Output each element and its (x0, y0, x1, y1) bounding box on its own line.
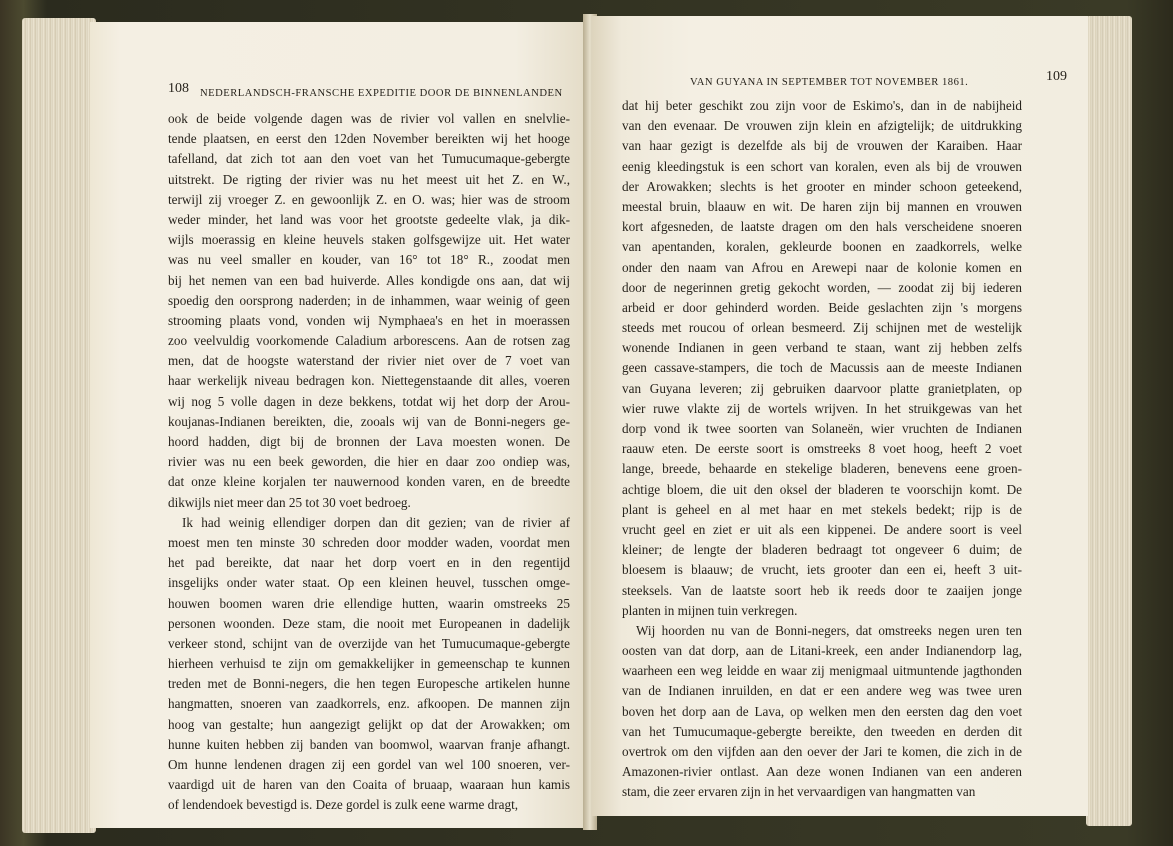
text-line: men, dat de hoogste waterstand der rivier niet over de 7 voet van (168, 353, 570, 369)
text-line: zoo veelvuldig voorkomende Caladium arborescens. Aan de rotsen zag (168, 333, 570, 349)
text-line: arbeid er door gehinderd worden. Beide geslachten zijn 's morgens (622, 299, 1022, 315)
text-line: dorp vond ik twee soorten van Solaneën, wier vruchten de Indianen (622, 421, 1022, 436)
text-line: kort afgesneden, de laatste dragen om den hals verscheidene snoeren (622, 219, 1022, 235)
text-line: Om hunne lendenen dragen zij een gordel van wel 100 snoeren, ver- (168, 757, 570, 772)
text-line: raauw eten. De eerste soort is omstreeks 8 voet hoog, heeft 2 voet (622, 441, 1022, 457)
text-line: vrucht geel en ziet er uit als een kippenei. De andere soort is veel (622, 521, 1022, 537)
text-line: hunne kuiten hebben zij banden van boomwol, waarvan franje afhangt. (168, 736, 570, 752)
text-line: hierheen verhuisd te zijn om gemakkelijker in gemeenschap te kunnen (168, 656, 570, 672)
text-line: kleiner; de lengte der bladeren bedraagt tot ongeveer 6 duim; de (622, 542, 1022, 558)
text-line: insgelijks onder water staat. Op een kleinen heuvel, tusschen omge- (168, 575, 570, 591)
text-line: het pad bereikte, dat naar het dorp voert en in den regentijd (168, 555, 570, 571)
text-line: tafelland, dat zich tot aan den voet van het Tumucumaque-gebergte (168, 151, 570, 167)
text-column (168, 109, 570, 816)
right-page (592, 16, 1088, 816)
text-line: steeds met roucou of orlean besmeerd. Zij schijnen met de westelijk (622, 320, 1022, 336)
text-line: der Arowakken; slechts is het grooter en minder schoon geteekend, (622, 178, 1022, 194)
running-head: NEDERLANDSCH-FRANSCHE EXPEDITIE DOOR DE BINNENLANDEN (200, 88, 563, 99)
left-page (90, 22, 590, 828)
text-line: achtige bloem, die uit den oksel der bladeren te voorschijn komt. De (622, 481, 1022, 497)
page-number: 109 (1046, 69, 1067, 84)
page-number: 108 (168, 81, 189, 96)
text-line: moest men ten minste 30 schreden door modder waden, voordat men (168, 534, 570, 550)
text-line: meestal bruin, blaauw en wit. De haren zijn bij mannen en vrouwen (622, 198, 1022, 214)
text-line: vaardigd uit de haren van den Coaita of bruaap, waaraan hun kamis (168, 777, 570, 793)
text-line: boven het dorp aan de Lava, op welken men den eersten dag den voet (622, 703, 1022, 719)
text-line: geen cassave-stampers, die toch de Macussis aan de meeste Indianen (622, 360, 1022, 376)
text-line: eenig kleedingstuk is een schort van koralen, even als bij de vrouwen (622, 158, 1022, 174)
text-line: wij nog 5 volle dagen in deze bekkens, totdat wij het dorp der Arou- (168, 393, 570, 409)
text-column (622, 96, 1022, 803)
text-line: door de negerinnen gretig gekocht worden, — zoodat zij bij iederen (622, 279, 1022, 295)
text-line: van Guyana leveren; zij gebruiken daarvoor platte granietplaten, op (622, 380, 1022, 396)
text-line: of lendendoek bevestigd is. Deze gordel is zulk eene warme dragt, (168, 797, 519, 813)
page-edges-right (1086, 16, 1132, 826)
text-line: koujanas-Indianen bereikten, die, zooals wij van de Bonni-negers ge- (168, 413, 570, 429)
text-line: weder minder, het land was voor het grootste gedeelte vlak, ja dik- (168, 211, 570, 227)
text-line: waarheen een weg leidde en waar zij menigmaal uitmuntende jagthonden (622, 663, 1022, 679)
text-line: uitstrekt. De rigting der rivier was nu het meest uit het Z. en W., (168, 171, 570, 187)
text-line: terwijl zij vroeger Z. en gewoonlijk Z. en O. was; hier was de stroom (168, 191, 570, 207)
text-line: hoog van gestalte; hun aangezigt gelijkt op dat der Arowakken; om (168, 716, 570, 732)
text-line: wonende Indianen in geen verband te staan, want zij hebben zelfs (622, 340, 1022, 356)
text-line: stam, die zeer ervaren zijn in het vervaardigen van hangmatten van (622, 784, 976, 800)
text-line: houwen boomen waren drie ellendige hutten, waarin omstreeks 25 (168, 595, 570, 611)
text-line: bloesem is blaauw; de vrucht, iets grooter dan een ei, heeft 3 uit- (622, 562, 1022, 578)
text-line: Wij hoorden nu van de Bonni-negers, dat omstreeks negen uren ten (636, 622, 1022, 638)
text-line: rivier was nu een beek geworden, die hier en daar zoo ondiep was, (168, 454, 570, 470)
text-line: strooming plaats vond, vonden wij Nymphaea's en het in moerassen (168, 312, 570, 328)
text-line: hangmatten, snoeren van zaadkorrels, enz. afkoopen. De mannen zijn (168, 696, 570, 712)
text-line: ook de beide volgende dagen was de rivier vol vallen en snelvlie- (168, 111, 570, 126)
text-line: planten in mijnen tuin verkregen. (622, 602, 798, 618)
text-line: van het Tumucumaque-gebergte bereikte, den tweeden en derden dit (622, 723, 1022, 739)
text-line: hoord hadden, digt bij de bronnen der Lava moesten wonen. De (168, 434, 570, 449)
text-line: haar werkelijk niveau bedragen kon. Niettegenstaande dit alles, voeren (168, 373, 570, 389)
page-edges-left (22, 18, 96, 833)
text-line: van de Indianen inruilden, en dat er een andere weg was twee uren (622, 683, 1022, 699)
text-line: treden met de Bonni-negers, die hen tegen Europesche artikelen hunne (168, 676, 570, 692)
text-line: lange, breede, behaarde en stekelige bladeren, benevens eene groen- (622, 461, 1022, 477)
text-line: overtrok om den vijfden aan den oever der Jari te komen, die zich in de (622, 744, 1022, 759)
text-line: Amazonen-rivier ontlast. Aan deze wonen Indianen van een anderen (622, 764, 1022, 780)
text-line: Ik had weinig ellendiger dorpen dan dit gezien; van de rivier af (182, 514, 570, 530)
text-line: dat hij beter geschikt zou zijn voor de Eskimo's, dan in de nabijheid (622, 98, 1022, 113)
text-line: wijls moerassig en kleine heuvels staken golfsgewijze uit. Het water (168, 232, 570, 248)
text-line: steeksels. Van de laatste soort heb ik reeds door te zaaijen jonge (622, 582, 1022, 598)
text-line: personen woonden. Deze stam, die nooit met Europeanen in dadelijk (168, 615, 570, 631)
text-line: van apentanden, koralen, gekleurde boonen en zaadkorrels, welke (622, 239, 1022, 255)
text-line: dat onze kleine korjalen ter nauwernood konden varen, en de breedte (168, 474, 570, 490)
text-line: plant is geheel en al met haar en met stekels bedekt; rijp is de (622, 501, 1022, 517)
text-line: dikwijls niet meer dan 25 tot 30 voet bedroeg. (168, 494, 411, 510)
text-line: bij het nemen van een bad huiverde. Alles kondigde ons aan, dat wij (168, 272, 570, 288)
text-line: van haar gezigt is dezelfde als bij de vrouwen der Karaiben. Haar (622, 138, 1022, 154)
text-line: van den evenaar. De vrouwen zijn klein en afzigtelijk; de uitdrukking (622, 118, 1022, 134)
text-line: onder den naam van Afrou en Arewepi naar de kolonie komen en (622, 259, 1022, 275)
running-head: VAN GUYANA IN SEPTEMBER TOT NOVEMBER 1861. (690, 77, 969, 88)
text-line: was nu veel smaller en kouder, van 16° tot 18° R., zoodat men (168, 252, 570, 268)
text-line: verkeer stond, schijnt van de overzijde van het Tumucumaque-gebergte (168, 635, 570, 651)
text-line: tende plaatsen, en eerst den 12den November bereikten wij het hooge (168, 131, 570, 147)
text-line: oosten van dat dorp, aan de Litani-kreek, een ander Indianendorp lag, (622, 643, 1022, 659)
text-line: spoedig den oorsprong naderden; in de inhammen, waar weinig of geen (168, 292, 570, 308)
text-line: wier ruwe vlakte zij de wortels wrijven. In het struikgewas van het (622, 400, 1022, 416)
